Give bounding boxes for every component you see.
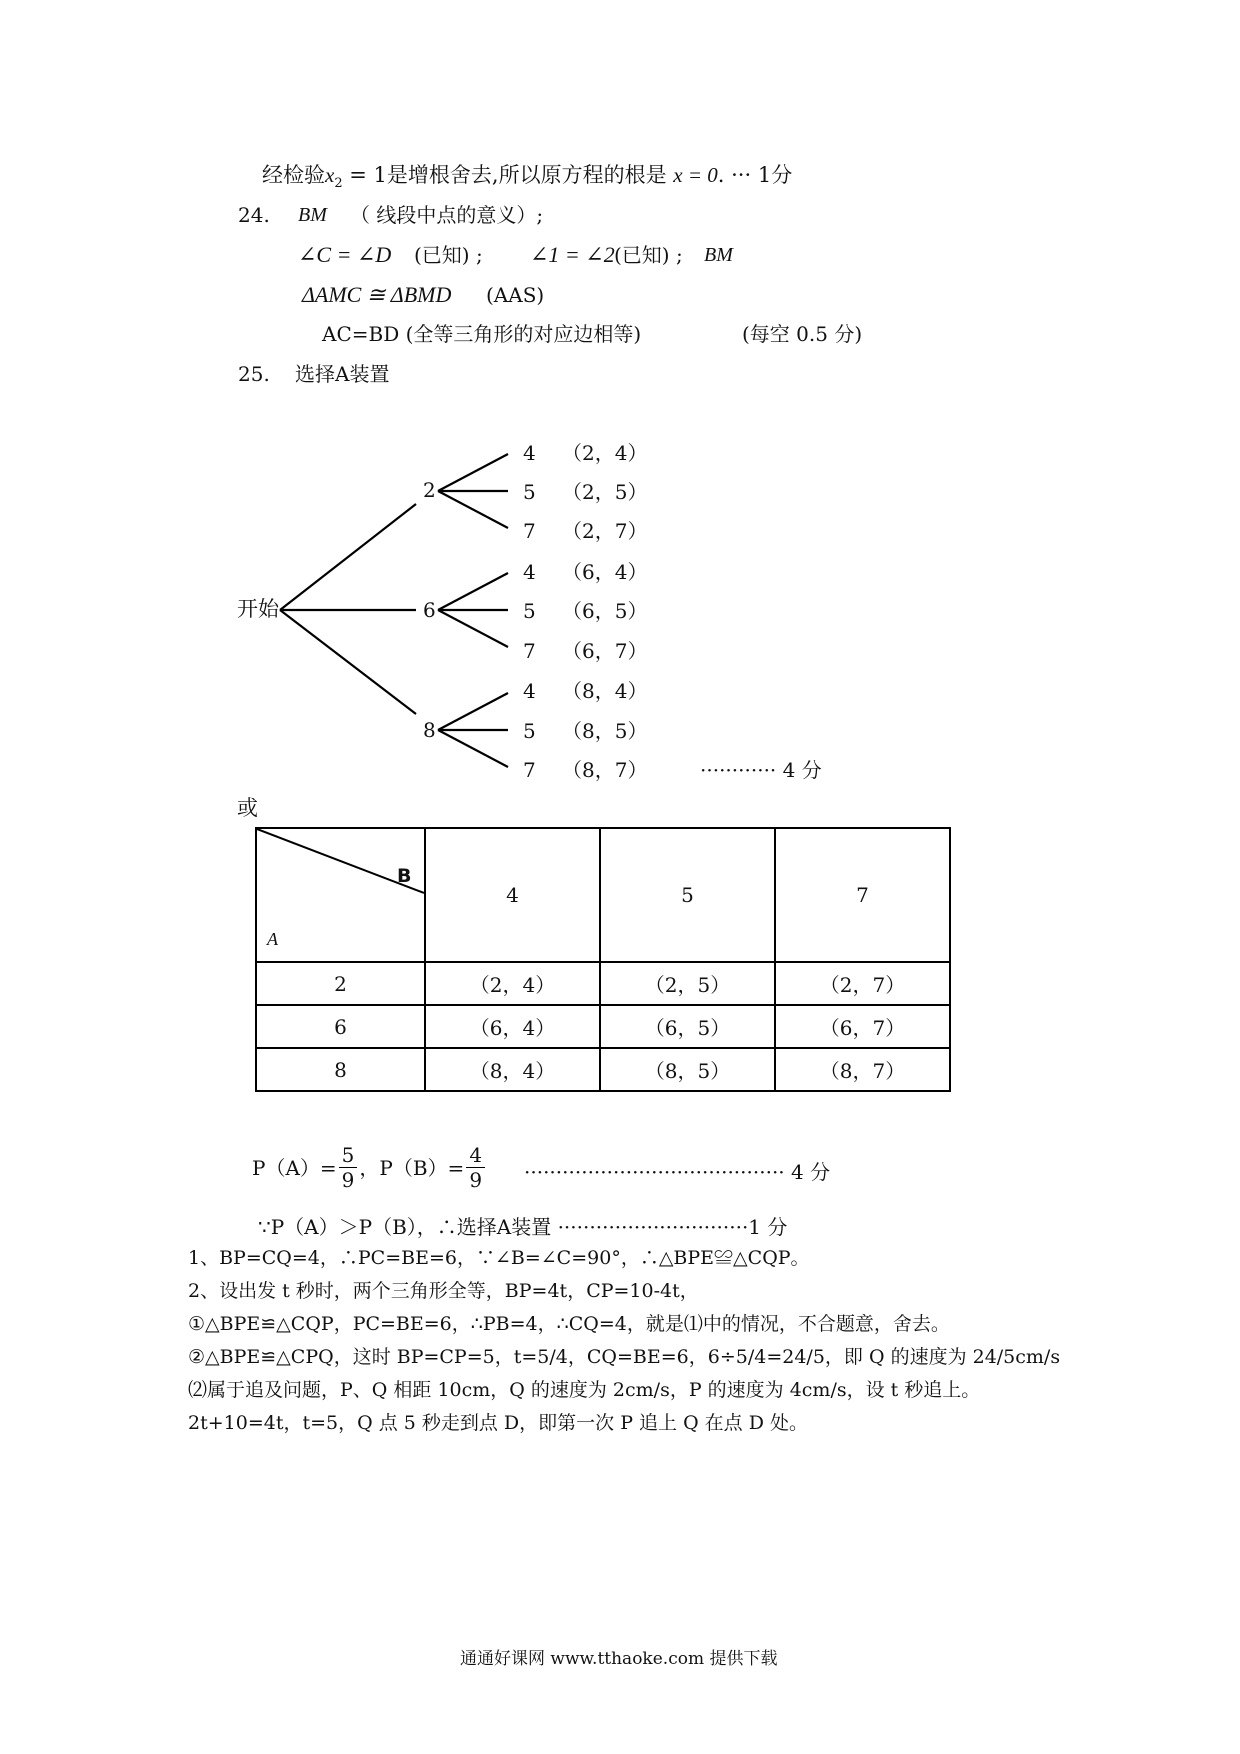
because-line: ∵P（A）＞P（B），∴选择A装置 ······························1 分 [258,1215,788,1239]
tree-branch-2-7 [438,491,508,528]
q24-known1: (已知) ; [414,243,483,267]
q24-conclusion: AC=BD (全等三角形的对应边相等) [322,322,642,346]
solution-line-1: 1、BP=CQ=4，∴PC=BE=6，∵∠B=∠C=90°，∴△BPE≌△CQP。 [188,1247,810,1269]
table-row [256,962,950,1005]
tree-second-6-5: 5 [523,599,536,623]
tree-branch-8-4 [438,693,508,730]
table-row [256,1048,950,1091]
q24-angle-cd: ∠C = ∠D [298,242,392,267]
table-cell: （8，4） [425,1048,600,1091]
q24-reason1: （ 线段中点的意义）; [350,203,544,227]
tree-first-2: 2 [423,478,436,502]
pb-numerator: 4 [466,1143,485,1168]
tree-outcome-6-7: （6，7） [562,639,648,663]
pa-label: P（A）= [252,1155,337,1180]
table-cell: （2，7） [775,962,950,1005]
q23-x-sub: 2 [334,176,343,192]
tree-branch-6-7 [438,610,508,647]
pa-denominator: 9 [341,1168,355,1192]
pa-numerator: 5 [339,1143,358,1168]
prob-separator: ， [359,1155,380,1180]
outcome-table [255,827,951,1092]
corner-diagonal [257,829,424,961]
tree-second-6-7: 7 [523,639,536,663]
probability-line [252,1143,487,1192]
solution-line-2: 2、设出发 t 秒时，两个三角形全等，BP=4t，CP=10-4t， [188,1280,699,1302]
table-corner-cell [256,828,425,962]
pb-denominator: 9 [469,1168,483,1192]
q23-text-a: 经检验 [262,163,325,187]
table-cell: （6，7） [775,1005,950,1048]
tree-first-6: 6 [423,598,436,622]
q24-number: 24. [238,203,270,227]
tree-second-8-7: 7 [523,758,536,782]
table-cell: （8，5） [600,1048,775,1091]
tree-outcome-6-5: （6，5） [562,599,648,623]
q24-known2: (已知) ; [614,243,683,267]
pa-fraction [339,1143,358,1192]
q23-score: . ··· 1分 [717,163,793,187]
solution-line-3: ①△BPE≌△CQP，PC=BE=6，∴PB=4，∴CQ=4，就是⑴中的情况，不合题意，舍去。 [188,1313,950,1335]
table-col-header-5: 5 [600,828,775,962]
tree-branch-2-4 [438,454,508,491]
q24-bm: BM [298,204,327,226]
tree-branch-8-7 [438,730,508,767]
tree-outcome-6-4: （6，4） [562,560,648,584]
corner-a-label: A [267,929,278,949]
tree-second-2-7: 7 [523,519,536,543]
table-col-header-4: 4 [425,828,600,962]
table-cell: （2，5） [600,962,775,1005]
table-cell: （6，4） [425,1005,600,1048]
table-cell: （2，4） [425,962,600,1005]
tree-start: 开始 [237,597,279,621]
tree-second-8-5: 5 [523,719,536,743]
q24-aas: (AAS) [486,283,545,307]
table-cell: （6，5） [600,1005,775,1048]
tree-second-6-4: 4 [523,560,536,584]
q24-angle-12: ∠1 = ∠2 [530,242,615,267]
tree-outcome-8-5: （8，5） [562,719,648,743]
solution-line-6: 2t+10=4t，t=5，Q 点 5 秒走到点 D，即第一次 P 追上 Q 在点 D 处。 [188,1412,808,1434]
q24-score: (每空 0.5 分) [742,322,863,346]
pb-label: P（B）= [379,1155,465,1180]
q23-text-b: = 1是增根舍去,所以原方程的根是 [342,163,667,187]
tree-branch-start-8 [280,610,416,714]
pb-fraction [466,1143,485,1192]
table-col-header-7: 7 [775,828,950,962]
table-header-row [256,828,950,962]
tree-outcome-2-4: （2，4） [562,441,648,465]
q25-number: 25. [238,362,270,386]
tree-outcome-8-7: （8，7） [562,758,648,782]
q25-choose: 选择A装置 [295,362,390,386]
table-row-label: 6 [256,1005,425,1048]
q23-root: x = 0 [673,163,718,187]
table-row-label: 2 [256,962,425,1005]
tree-score: ············ 4 分 [700,758,822,782]
q24-congruence: ΔAMC ≅ ΔBMD [302,282,452,307]
table-row [256,1005,950,1048]
solution-line-5: ⑵属于追及问题，P、Q 相距 10cm，Q 的速度为 2cm/s，P 的速度为 4cm/s，设 t 秒追上。 [188,1379,981,1401]
tree-outcome-2-7: （2，7） [562,519,648,543]
solution-line-4: ②△BPE≌△CPQ，这时 BP=CP=5，t=5/4，CQ=BE=6，6÷5/4=24/5，即 Q 的速度为 24/5cm/s [188,1346,1061,1368]
tree-second-2-5: 5 [523,480,536,504]
tree-second-2-4: 4 [523,441,536,465]
q23-x-var: x [325,163,335,187]
or-label: 或 [237,796,258,820]
footer-credit: 通通好课网 www.tthaoke.com 提供下载 [460,1649,778,1669]
tree-first-8: 8 [423,718,436,742]
prob-score: ········································· 4 分 [524,1160,831,1184]
tree-outcome-8-4: （8，4） [562,679,648,703]
tree-second-8-4: 4 [523,679,536,703]
tree-outcome-2-5: （2，5） [562,480,648,504]
q24-bm2: BM [704,244,733,266]
tree-branch-start-2 [280,504,416,610]
table-row-label: 8 [256,1048,425,1091]
table-cell: （8，7） [775,1048,950,1091]
q23-line [262,163,792,192]
tree-branch-6-4 [438,573,508,610]
corner-b-label: B [397,865,412,887]
